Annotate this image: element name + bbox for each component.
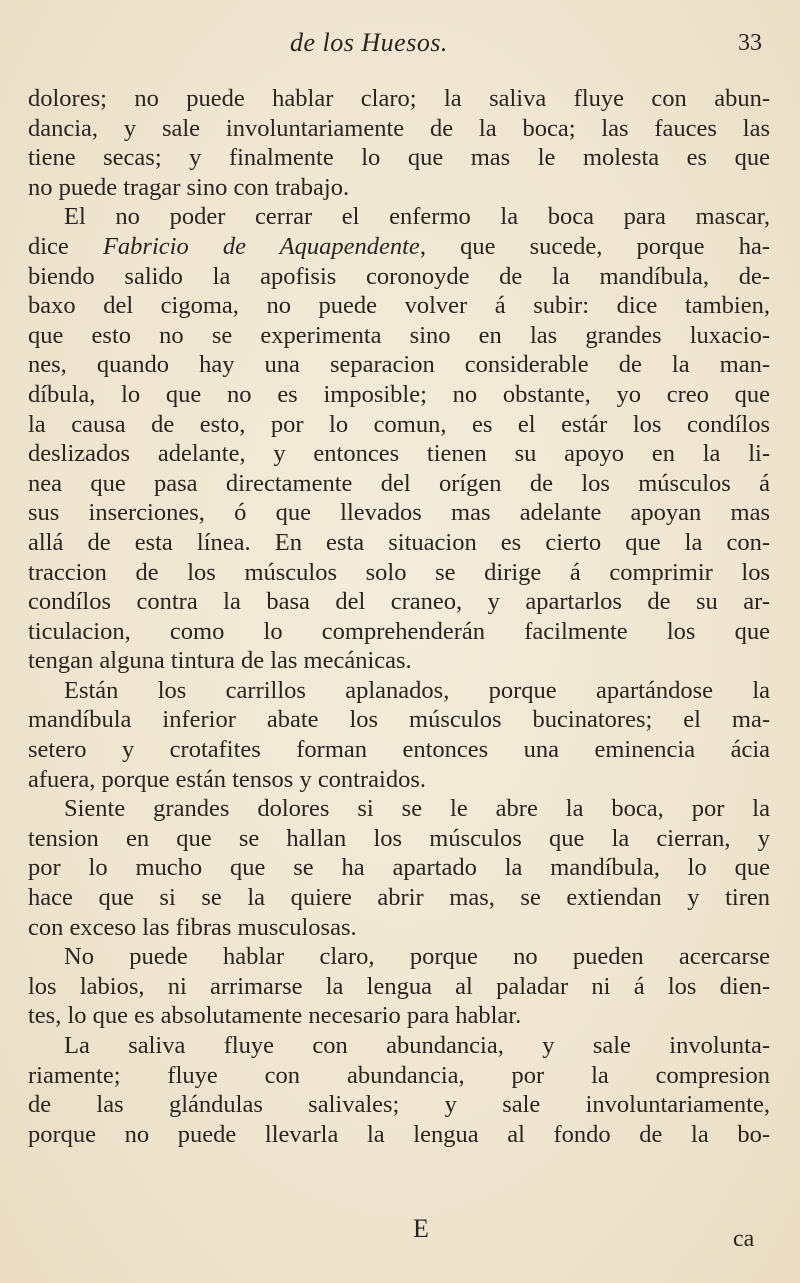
running-title: de los Huesos. <box>290 28 448 57</box>
text-line: hace que si se la quiere abrir mas, se extiendan y tiren <box>28 884 770 912</box>
text-line: tiene secas; y finalmente lo que mas le molesta es que <box>28 144 770 172</box>
text-line: Están los carrillos aplanados, porque apartándose la <box>64 676 770 704</box>
text-line: no puede tragar sino con trabajo. <box>28 173 350 201</box>
text-line: biendo salido la apofisis coronoyde de la mandíbula, de- <box>28 262 770 290</box>
text-line: Siente grandes dolores si se le abre la boca, por la <box>64 795 770 823</box>
text-line: por lo mucho que se ha apartado la mandíbula, lo que <box>28 854 770 882</box>
text-line: díbula, lo que no es imposible; no obstante, yo creo que <box>28 380 770 408</box>
text-line: baxo del cigoma, no puede volver á subir: dice tambien, <box>28 292 770 320</box>
page-footer <box>0 1212 800 1272</box>
text-line: deslizados adelante, y entonces tienen su apoyo en la li- <box>28 440 770 468</box>
catchword: ca <box>733 1226 755 1252</box>
text-line: dice Fabricio de Aquapendente, que sucede, porque ha- <box>28 232 770 260</box>
text-line: setero y crotafites forman entonces una eminencia ácia <box>28 736 770 764</box>
text-line: nea que pasa directamente del orígen de los músculos á <box>28 469 770 497</box>
text-line: la causa de esto, por lo comun, es el estár los condílos <box>28 410 770 438</box>
text-line: los labios, ni arrimarse la lengua al paladar ni á los dien- <box>28 972 770 1000</box>
text-line: sus inserciones, ó que llevados mas adelante apoyan mas <box>28 499 770 527</box>
text-line: de las glándulas salivales; y sale involuntariamente, <box>28 1091 770 1119</box>
running-head <box>0 18 800 68</box>
text-line: tengan alguna tintura de las mecánicas. <box>28 647 412 675</box>
page-number: 33 <box>738 30 762 56</box>
text-line: No puede hablar claro, porque no pueden acercarse <box>64 943 770 971</box>
text-line: mandíbula inferior abate los músculos bucinatores; el ma- <box>28 706 770 734</box>
text-line: traccion de los músculos solo se dirige á comprimir los <box>28 558 770 586</box>
text-line: nes, quando hay una separacion considerable de la man- <box>28 351 770 379</box>
text-line: condílos contra la basa del craneo, y apartarlos de su ar- <box>28 588 770 616</box>
text-line: La saliva fluye con abundancia, y sale involunta- <box>64 1032 770 1059</box>
text-line: dolores; no puede hablar claro; la saliva fluye con abun- <box>28 85 770 112</box>
text-line: tension en que se hallan los músculos que la cierran, y <box>28 824 770 852</box>
text-line: El no poder cerrar el enfermo la boca para mascar, <box>64 203 770 231</box>
text-line: porque no puede llevarla la lengua al fondo de la bo- <box>28 1120 770 1148</box>
body-text <box>28 84 770 1149</box>
text-line: afuera, porque están tensos y contraidos. <box>28 765 426 793</box>
text-line: con exceso las fibras musculosas. <box>28 913 357 941</box>
text-line: tes, lo que es absolutamente necesario para hablar. <box>28 1002 522 1030</box>
text-line: dancia, y sale involuntariamente de la boca; las fauces las <box>28 114 770 142</box>
text-line: riamente; fluye con abundancia, por la compresion <box>28 1061 770 1089</box>
text-line: ticulacion, como lo comprehenderán facilmente los que <box>28 617 770 645</box>
text-line: que esto no se experimenta sino en las grandes luxacio- <box>28 321 770 349</box>
text-line: allá de esta línea. En esta situacion es cierto que la con- <box>28 528 770 556</box>
signature-mark: E <box>413 1214 429 1243</box>
